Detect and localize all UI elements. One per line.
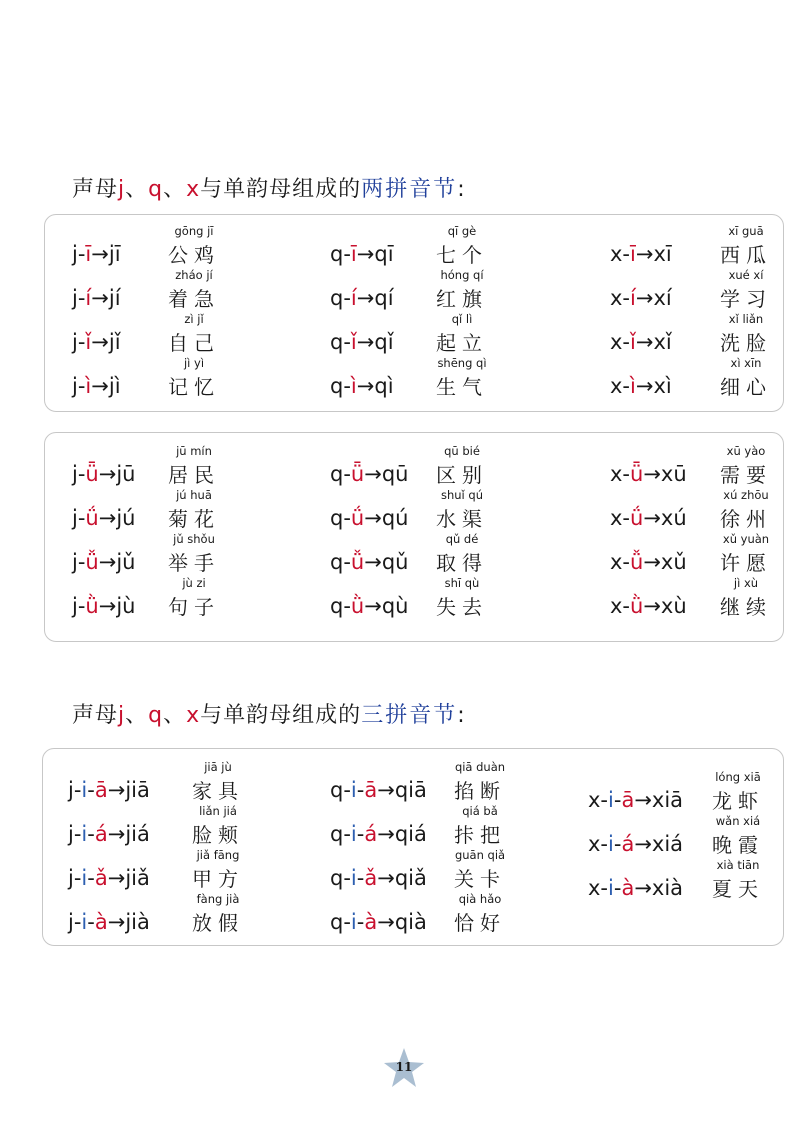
syllable-formula: x-i-ā→xiā: [588, 788, 684, 812]
hanzi-word: 七个: [436, 243, 488, 267]
hanzi-word: 菊花: [168, 507, 220, 531]
pinyin-label: qī gè: [447, 224, 477, 238]
page-number: 11: [395, 1060, 413, 1074]
hanzi-word: 关卡: [454, 867, 506, 891]
pinyin-label: guān qiǎ: [454, 848, 506, 862]
pinyin-label: jiā jù: [204, 760, 232, 774]
syllable-formula: j-ǐ→jǐ: [72, 330, 121, 354]
syllable-formula: j-í→jí: [72, 286, 121, 310]
pinyin-label: xià tiān: [716, 858, 760, 872]
pinyin-label: qiā duàn: [454, 760, 506, 774]
hanzi-word: 龙虾: [712, 789, 764, 813]
pinyin-label: jǔ shǒu: [173, 532, 215, 546]
hanzi-word: 恰好: [454, 911, 506, 935]
syllable-formula: j-i-ǎ→jiǎ: [68, 866, 150, 890]
hanzi-word: 脸颊: [192, 823, 244, 847]
syllable-formula: q-i-à→qià: [330, 910, 427, 934]
syllable-formula: x-ǘ→xú: [610, 506, 687, 530]
hanzi-word: 西瓜: [720, 243, 772, 267]
section2-heading: 声母j、q、x与单韵母组成的三拼音节:: [72, 703, 466, 728]
hanzi-word: 洗脸: [720, 331, 772, 355]
pinyin-label: zì jǐ: [184, 312, 204, 326]
pinyin-label: xué xí: [728, 268, 764, 282]
syllable-formula: q-i-á→qiá: [330, 822, 427, 846]
syllable-formula: q-i-ǎ→qiǎ: [330, 866, 427, 890]
pinyin-label: qǔ dé: [445, 532, 479, 546]
syllable-formula: j-ǜ→jù: [72, 594, 136, 618]
syllable-formula: j-ì→jì: [72, 374, 121, 398]
syllable-formula: q-ǘ→qú: [330, 506, 409, 530]
pinyin-label: jù zi: [182, 576, 206, 590]
pinyin-label: xú zhōu: [723, 488, 769, 502]
pinyin-label: xǐ liǎn: [728, 312, 764, 326]
syllable-formula: j-i-à→jià: [68, 910, 150, 934]
pinyin-label: jū mín: [176, 444, 212, 458]
hanzi-word: 许愿: [720, 551, 772, 575]
syllable-formula: q-í→qí: [330, 286, 394, 310]
pinyin-label: lóng xiā: [715, 770, 761, 784]
syllable-formula: j-ī→jī: [72, 242, 121, 266]
hanzi-word: 学习: [720, 287, 772, 311]
hanzi-word: 区别: [436, 463, 488, 487]
syllable-formula: q-i-ā→qiā: [330, 778, 427, 802]
hanzi-word: 细心: [720, 375, 772, 399]
hanzi-word: 继续: [720, 595, 772, 619]
pinyin-label: qià hǎo: [458, 892, 502, 906]
pinyin-label: shī qù: [444, 576, 480, 590]
pinyin-label: xǔ yuàn: [722, 532, 770, 546]
syllable-formula: q-ǖ→qū: [330, 462, 409, 486]
hanzi-word: 晚霞: [712, 833, 764, 857]
hanzi-word: 记忆: [168, 375, 220, 399]
syllable-formula: x-ì→xì: [610, 374, 672, 398]
hanzi-word: 夏天: [712, 877, 764, 901]
hanzi-word: 拤把: [454, 823, 506, 847]
syllable-formula: j-ǘ→jú: [72, 506, 136, 530]
pinyin-label: gōng jī: [174, 224, 214, 238]
section1-heading: 声母j、q、x与单韵母组成的两拼音节:: [72, 177, 466, 202]
syllable-formula: x-ǖ→xū: [610, 462, 687, 486]
hanzi-word: 着急: [168, 287, 220, 311]
hanzi-word: 红旗: [436, 287, 488, 311]
syllable-formula: q-ī→qī: [330, 242, 394, 266]
pinyin-label: xì xīn: [730, 356, 762, 370]
pinyin-label: jì yì: [183, 356, 205, 370]
pinyin-label: jú huā: [176, 488, 212, 502]
hanzi-word: 甲方: [192, 867, 244, 891]
hanzi-word: 需要: [720, 463, 772, 487]
hanzi-word: 居民: [168, 463, 220, 487]
hanzi-word: 家具: [192, 779, 244, 803]
pinyin-label: qiá bǎ: [462, 804, 498, 818]
syllable-formula: q-ǚ→qǔ: [330, 550, 409, 574]
hanzi-word: 公鸡: [168, 243, 220, 267]
hanzi-word: 生气: [436, 375, 488, 399]
syllable-formula: x-ǜ→xù: [610, 594, 687, 618]
hanzi-word: 放假: [192, 911, 244, 935]
pinyin-label: shuǐ qú: [440, 488, 483, 502]
pinyin-label: xū yào: [726, 444, 766, 458]
syllable-formula: x-i-à→xià: [588, 876, 684, 900]
syllable-formula: x-ǚ→xǔ: [610, 550, 687, 574]
pinyin-label: qū bié: [444, 444, 480, 458]
pinyin-label: hóng qí: [440, 268, 484, 282]
pinyin-label: liǎn jiá: [199, 804, 237, 818]
hanzi-word: 水渠: [436, 507, 488, 531]
pinyin-label: zháo jí: [175, 268, 213, 282]
hanzi-word: 举手: [168, 551, 220, 575]
pinyin-label: xī guā: [728, 224, 764, 238]
hanzi-word: 自己: [168, 331, 220, 355]
pinyin-label: jiǎ fāng: [196, 848, 240, 862]
pinyin-label: shēng qì: [437, 356, 487, 370]
syllable-formula: x-í→xí: [610, 286, 672, 310]
syllable-formula: j-ǖ→jū: [72, 462, 136, 486]
hanzi-word: 掐断: [454, 779, 506, 803]
syllable-formula: q-ì→qì: [330, 374, 394, 398]
hanzi-word: 取得: [436, 551, 488, 575]
hanzi-word: 起立: [436, 331, 488, 355]
pinyin-label: jì xù: [733, 576, 759, 590]
hanzi-word: 句子: [168, 595, 220, 619]
syllable-formula: x-i-á→xiá: [588, 832, 684, 856]
syllable-formula: j-ǚ→jǔ: [72, 550, 136, 574]
syllable-formula: q-ǜ→qù: [330, 594, 409, 618]
hanzi-word: 失去: [436, 595, 488, 619]
pinyin-label: qǐ lì: [451, 312, 473, 326]
pinyin-label: wǎn xiá: [715, 814, 761, 828]
syllable-formula: j-i-á→jiá: [68, 822, 150, 846]
pinyin-label: fàng jià: [196, 892, 240, 906]
syllable-formula: j-i-ā→jiā: [68, 778, 150, 802]
hanzi-word: 徐州: [720, 507, 772, 531]
syllable-formula: x-ī→xī: [610, 242, 672, 266]
syllable-formula: x-ǐ→xǐ: [610, 330, 672, 354]
syllable-formula: q-ǐ→qǐ: [330, 330, 394, 354]
page-number-badge: [382, 1046, 426, 1090]
